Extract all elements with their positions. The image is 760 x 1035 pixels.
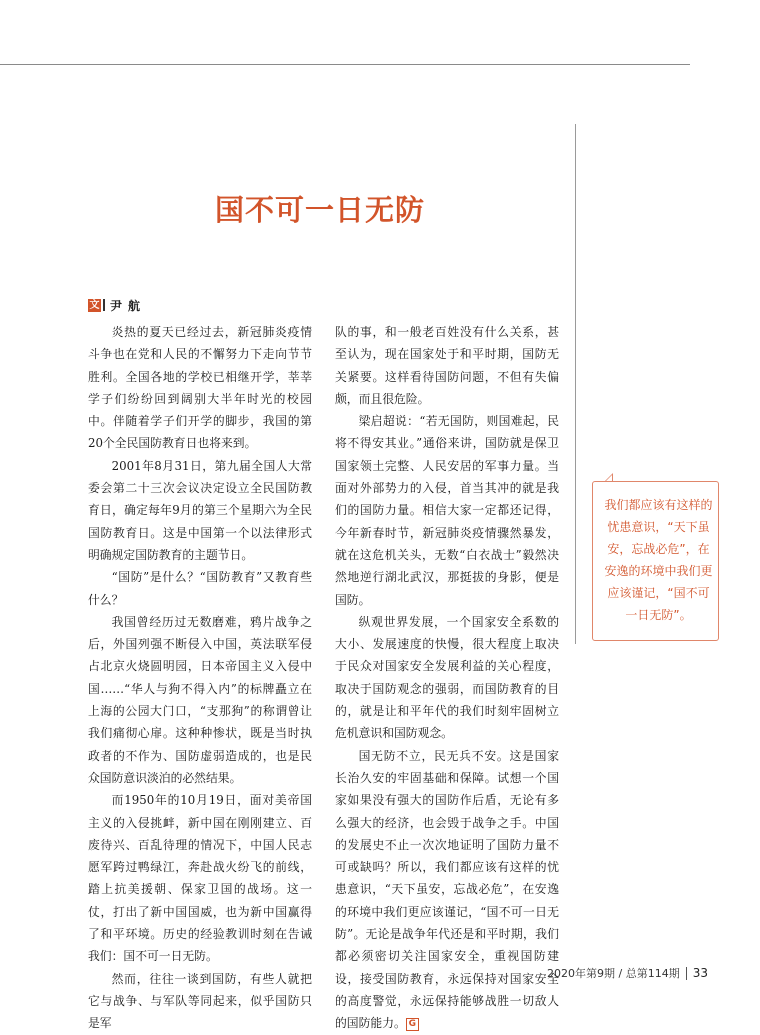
paragraph: 梁启超说：“若无国防，则国难起，民将不得安其业。”通俗来讲，国防就是保卫国家领土完整、人民安居的军事力量。当面对外部势力的入侵，首当其冲的就是我们的国防力量。相信大家一定都还记得，今年新春时节，新冠肺炎疫情骤然暴发，就在这危机关头，无数“白衣战士”毅然决然地逆行湖北武汉，那挺拔的身影，便是国防。 xyxy=(335,414,559,607)
article-title: 国不可一日无防 xyxy=(214,193,425,227)
header-rule xyxy=(0,64,690,65)
byline xyxy=(88,297,146,313)
paragraph: “国防”是什么？“国防教育”又教育些什么？ xyxy=(88,570,312,607)
pull-quote-box xyxy=(592,481,719,641)
paragraph: 而1950年的10月19日，面对美帝国主义的入侵挑衅，新中国在刚刚建立、百废待兴、百乱待理的情况下，中国人民志愿军跨过鸭绿江，奔赴战火纷飞的前线，踏上抗美援朝、保家卫国的战场。这一仗，打出了新中国国威，也为新中国赢得了和平环境。历史的经验教训时刻在告诫我们：国不可一日无防。 xyxy=(88,793,312,964)
paragraph: 纵观世界发展，一个国家安全系数的大小、发展速度的快慢，很大程度上取决于民众对国家安全发展利益的关心程度，取决于国防观念的强弱，而国防教育的目的，就是让和平年代的我们时刻牢固树立危机意识和国防观念。 xyxy=(335,614,559,741)
byline-tag: 文 xyxy=(89,299,100,311)
article-column-left xyxy=(88,321,312,1035)
byline-divider xyxy=(103,299,105,311)
article-column-right xyxy=(335,321,559,1035)
end-mark-icon: G xyxy=(406,1018,419,1031)
author-name: 尹航 xyxy=(110,298,147,313)
paragraph: 我国曾经历过无数磨难，鸦片战争之后，外国列强不断侵入中国，英法联军侵占北京火烧圆明园，日本帝国主义入侵中国……“华人与狗不得入内”的标牌矗立在上海的公园大门口，“支那狗”的称谓曾让我们痛彻心扉。这种种惨状，既是当时执政者的不作为、国防虚弱造成的，也是民众国防意识淡泊的必然结果。 xyxy=(88,614,312,785)
paragraph-last xyxy=(335,745,559,1035)
paragraph: 队的事，和一般老百姓没有什么关系，甚至认为，现在国家处于和平时期，国防无关紧要。这样看待国防问题，不但有失偏颇，而且很危险。 xyxy=(335,325,559,406)
page-footer xyxy=(547,965,708,981)
paragraph: 然而，往往一谈到国防，有些人就把它与战争、与军队等同起来，似乎国防只是军 xyxy=(88,971,312,1031)
paragraph-text: 国无防不立，民无兵不安。这是国家长治久安的牢固基础和保障。试想一个国家如果没有强大的国防作后盾，无论有多么强大的经济，也会毁于战争之手。中国的发展史不止一次次地证明了国防力量不可或缺吗？所以，我们都应该有这样的忧患意识，“天下虽安，忘战必危”，在安逸的环境中我们更应该谨记，“国不可一日无防”。无论是战争年代还是和平时期，我们都必须密切关注国家安全，重视国防建设，接受国防教育，永远保持对国家安全的高度警觉，永远保持能够战胜一切敌人的国防能力。 xyxy=(335,748,559,1031)
pull-quote-text: 我们都应该有这样的忧患意识，“天下虽安，忘战必危”，在安逸的环境中我们更应该谨记，“国不可一日无防”。 xyxy=(604,498,713,622)
page-number: 33 xyxy=(692,966,708,980)
paragraph: 炎热的夏天已经过去，新冠肺炎疫情斗争也在党和人民的不懈努力下走向节节胜利。全国各地的学校已相继开学，莘莘学子们纷纷回到阔别大半年时光的校园中。伴随着学子们开学的脚步，我国的第20个全民国防教育日也将来到。 xyxy=(88,325,312,451)
footer-divider xyxy=(686,967,687,980)
issue-info: 2020年第9期 / 总第114期 xyxy=(547,967,680,980)
sidebar-rule xyxy=(575,124,576,644)
paragraph: 2001年8月31日，第九届全国人大常委会第二十三次会议决定设立全民国防教育日，确定每年9月的第三个星期六为全民国防教育日。这是中国第一个以法律形式明确规定国防教育的主题节日。 xyxy=(88,458,312,562)
